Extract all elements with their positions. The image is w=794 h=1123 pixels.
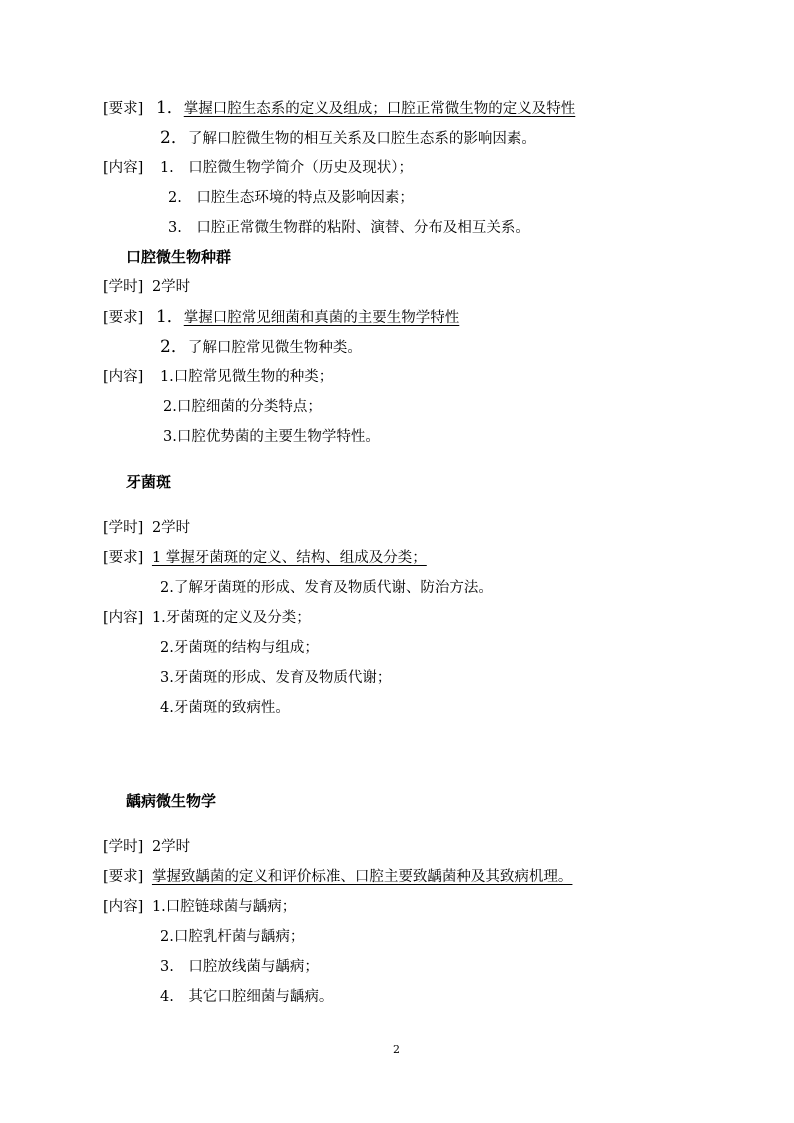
s4-content-line-1 [103, 897, 296, 917]
content-tag: [内容] [103, 160, 144, 176]
req-text: 了解口腔微生物的相互关系及口腔生态系的影响因素。 [187, 131, 536, 147]
s3-req-line-1 [103, 548, 427, 568]
req-text: 掌握口腔生态系的定义及组成；口腔正常微生物的定义及特性 [183, 101, 576, 117]
s3-content-line-1 [103, 608, 311, 628]
content-tag: [内容] [103, 610, 144, 626]
s4-content-line-3: 3. 口腔放线菌与龋病； [160, 959, 319, 975]
hours-value: 2学时 [151, 839, 191, 855]
section-title: 牙菌斑 [126, 473, 172, 491]
s1-content-line-3: 3. 口腔正常微生物群的粘附、演替、分布及相互关系。 [168, 220, 530, 236]
req-text: 了解口腔常见微生物种类。 [187, 340, 362, 356]
page-number: 2 [393, 1043, 400, 1056]
s2-content-line-2: 2.口腔细菌的分类特点； [163, 399, 322, 415]
section-title: 龋病微生物学 [126, 792, 217, 810]
s2-content-line-3: 3.口腔优势菌的主要生物学特性。 [163, 429, 380, 445]
s1-req-line-1 [103, 98, 575, 119]
req-tag: [要求] [103, 550, 144, 566]
content-tag: [内容] [103, 899, 144, 915]
hours-value: 2学时 [151, 279, 191, 295]
s1-content-line-1 [103, 158, 413, 178]
req-tag: [要求] [103, 869, 144, 885]
req-tag: [要求] [103, 310, 144, 326]
req-text: 掌握口腔常见细菌和真菌的主要生物学特性 [183, 310, 460, 326]
content-item: 1.口腔常见微生物的种类； [159, 369, 334, 385]
req-num: 1． [155, 307, 184, 327]
req-num: 1． [155, 98, 184, 118]
section-title: 口腔微生物种群 [126, 248, 232, 266]
req-tag: [要求] [103, 101, 144, 117]
s3-content-line-3: 3.牙菌斑的形成、发育及物质代谢； [160, 670, 392, 686]
s4-hours-line [103, 837, 190, 857]
s2-req-line-1 [103, 307, 459, 328]
hours-tag: [学时] [103, 279, 144, 295]
s2-content-line-1 [103, 367, 333, 387]
s3-hours-line [103, 518, 190, 538]
s4-content-line-4: 4. 其它口腔细菌与龋病。 [160, 989, 334, 1005]
hours-tag: [学时] [103, 839, 144, 855]
req-text: 掌握致龋菌的定义和评价标准、口腔主要致龋菌种及其致病机理。 [151, 869, 573, 885]
req-num: 2． [160, 128, 188, 148]
s3-content-line-2: 2.牙菌斑的结构与组成； [160, 640, 319, 656]
content-item: 1. 口腔微生物学简介（历史及现状）； [159, 160, 414, 176]
content-item: 1.牙菌斑的定义及分类； [151, 610, 311, 626]
s1-content-line-2: 2. 口腔生态环境的特点及影响因素； [168, 190, 414, 206]
s3-content-line-4: 4.牙菌斑的致病性。 [160, 700, 290, 716]
s2-req-line-2 [160, 337, 362, 358]
content-item: 1.口腔链球菌与龋病； [151, 899, 297, 915]
s4-req-line [103, 867, 572, 887]
s1-req-line-2 [160, 128, 536, 149]
s2-hours-line [103, 277, 190, 297]
req-text: 1 掌握牙菌斑的定义、结构、组成及分类； [151, 550, 427, 566]
s4-content-line-2: 2.口腔乳杆菌与龋病； [160, 929, 305, 945]
hours-value: 2学时 [151, 520, 191, 536]
s3-req-line-2: 2.了解牙菌斑的形成、发育及物质代谢、防治方法。 [160, 580, 493, 596]
content-tag: [内容] [103, 369, 144, 385]
req-num: 2． [160, 337, 188, 357]
hours-tag: [学时] [103, 520, 144, 536]
